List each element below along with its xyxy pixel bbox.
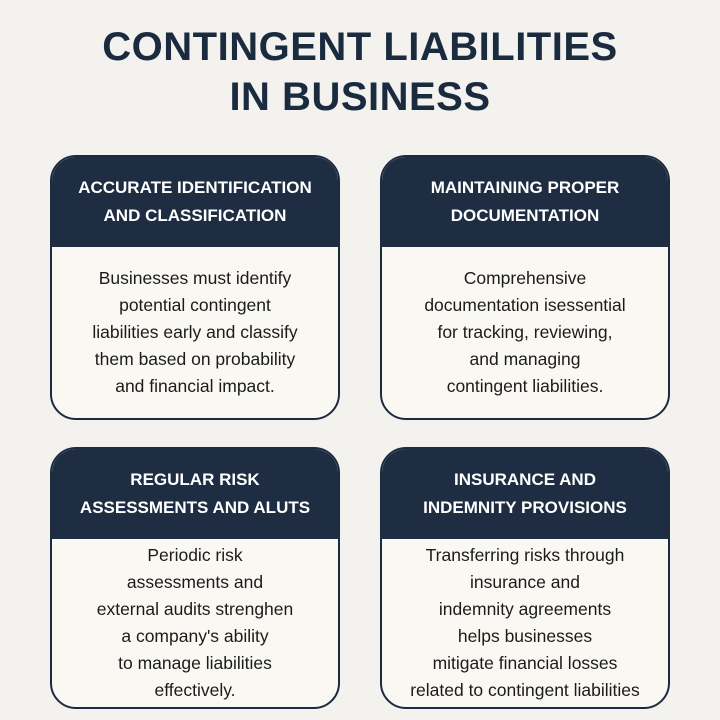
- title-line-1: CONTINGENT LIABILITIES: [102, 25, 618, 69]
- card-heading-line: REGULAR RISK: [130, 470, 260, 489]
- card-body-line: and managing: [469, 349, 581, 369]
- page-title: [0, 22, 720, 122]
- card-body-line: Transferring risks through: [425, 545, 625, 565]
- card-body-line: external audits strenghen: [96, 599, 294, 619]
- card-body-line: potential contingent: [119, 295, 271, 315]
- card-body-line: Periodic risk: [147, 545, 243, 565]
- card-heading-line: MAINTAINING PROPER: [430, 178, 620, 197]
- card-body-line: indemnity agreements: [438, 599, 612, 619]
- card-heading-line: ASSESSMENTS AND ALUTS: [79, 498, 311, 517]
- card-body-line: Businesses must identify: [98, 268, 292, 288]
- card-body-line: them based on probability: [94, 349, 296, 369]
- card-heading-line: ACCURATE IDENTIFICATION: [78, 178, 312, 197]
- card-risk-assessments: [50, 447, 340, 709]
- card-body-line: mitigate financial losses: [432, 653, 618, 673]
- card-body-line: liabilities early and classify: [92, 322, 298, 342]
- card-documentation: [380, 155, 670, 420]
- card-heading: [382, 449, 668, 539]
- card-body-line: Comprehensive: [463, 268, 587, 288]
- card-identification: [50, 155, 340, 420]
- card-body: [382, 247, 668, 418]
- card-body-line: to manage liabilities: [118, 653, 272, 673]
- card-heading: [382, 157, 668, 247]
- card-heading: [52, 157, 338, 247]
- card-body-line: insurance and: [470, 572, 580, 592]
- card-body-line: a company's ability: [121, 626, 269, 646]
- title-line-2: IN BUSINESS: [229, 75, 491, 119]
- card-body-line: for tracking, reviewing,: [437, 322, 613, 342]
- card-body: [382, 539, 668, 707]
- card-heading-line: INSURANCE AND: [454, 470, 596, 489]
- card-body-line: assessments and: [126, 572, 264, 592]
- card-body-line: documentation isessential: [424, 295, 626, 315]
- card-body-line: and financial impact.: [115, 376, 275, 396]
- card-heading-line: AND CLASSIFICATION: [103, 206, 287, 225]
- card-heading: [52, 449, 338, 539]
- card-body-line: helps businesses: [457, 626, 593, 646]
- card-body: [52, 247, 338, 418]
- card-heading-line: DOCUMENTATION: [450, 206, 600, 225]
- card-body-line: contingent liabilities.: [446, 376, 604, 396]
- card-body-line: effectively.: [154, 680, 236, 700]
- card-insurance-indemnity: [380, 447, 670, 709]
- card-heading-line: INDEMNITY PROVISIONS: [423, 498, 627, 517]
- card-body: [52, 539, 338, 707]
- card-body-line: related to contingent liabilities: [410, 680, 640, 700]
